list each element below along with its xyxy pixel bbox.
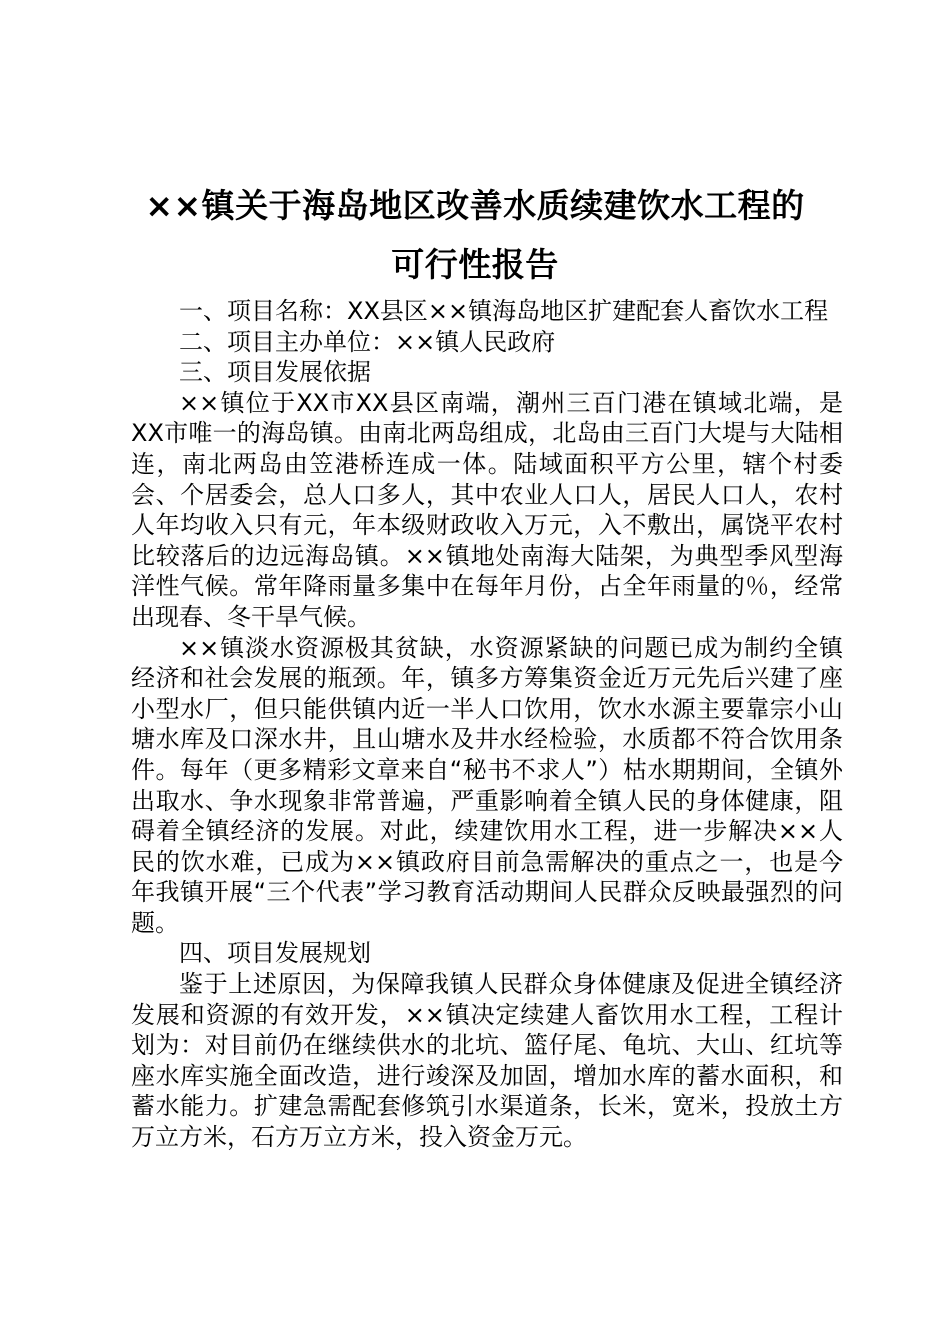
paragraph-water-shortage: ××镇淡水资源极其贫缺，水资源紧缺的问题已成为制约全镇经济和社会发展的瓶颈。年，镇多方筹集资金近万元先后兴建了座小型水厂，但只能供镇内近一半人口饮用，饮水水源主要靠宗小山塘水库及口深水井，且山塘水及井水经检验，水质都不符合饮用条件。每年（更多精彩文章来自“秘书不求人”）枯水期期间，全镇外出取水、争水现象非常普遍，严重影响着全镇人民的身体健康，阻碍着全镇经济的发展。对此，续建饮用水工程，进一步解决××人民的饮水难，已成为××镇政府目前急需解决的重点之一，也是今年我镇开展“三个代表”学习教育活动期间人民群众反映最强烈的问题。 [131,633,843,937]
section-project-name: 一、项目名称：XX县区××镇海岛地区扩建配套人畜饮水工程 [179,297,829,325]
section-heading-basis: 三、项目发展依据 [179,358,371,387]
document-body [131,296,843,1153]
document-title-line-1: ××镇关于海岛地区改善水质续建饮水工程的 [145,186,805,225]
paragraph-project-plan: 鉴于上述原因，为保障我镇人民群众身体健康及促进全镇经济发展和资源的有效开发，××镇决定续建人畜饮用水工程，工程计划为：对目前仍在继续供水的北坑、篮仔尾、龟坑、大山、红坑等座水库实施全面改造，进行竣深及加固，增加水库的蓄水面积，和蓄水能力。扩建急需配套修筑引水渠道条，长米，宽米，投放土方万立方米，石方万立方米，投入资金万元。 [131,970,843,1152]
section-project-sponsor: 二、项目主办单位：××镇人民政府 [179,327,556,356]
section-heading-plan: 四、项目发展规划 [179,939,371,968]
paragraph-town-overview: ××镇位于XX市XX县区南端，潮州三百门港在镇域北端，是XX市唯一的海岛镇。由南北两岛组成，北岛由三百门大堤与大陆相连，南北两岛由笠港桥连成一体。陆域面积平方公里，辖个村委会、个居委会，总人口多人，其中农业人口人，居民人口人，农村人年均收入只有元，年本级财政收入万元，入不敷出，属饶平农村比较落后的边远海岛镇。××镇地处南海大陆架，为典型季风型海洋性气候。常年降雨量多集中在每年月份，占全年雨量的％，经常出现春、冬干旱气候。 [131,388,843,631]
document-title-line-2: 可行性报告 [391,245,559,284]
